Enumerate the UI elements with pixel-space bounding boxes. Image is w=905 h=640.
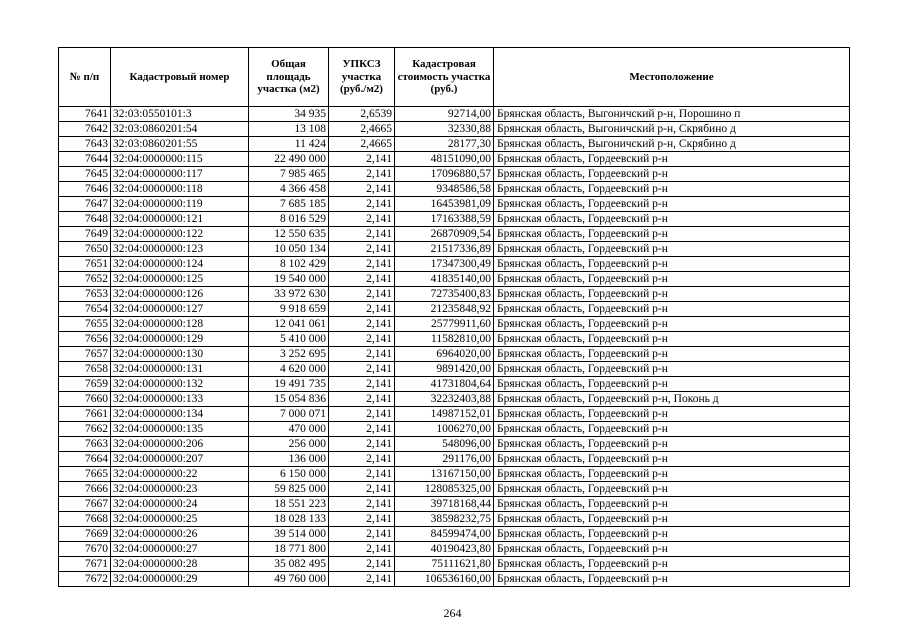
table-header-row: [59, 48, 850, 107]
cell-cadastral-number: 32:04:0000000:134: [111, 407, 249, 422]
cell-location: Брянская область, Выгоничский р-н, Скрябино д: [494, 137, 850, 152]
cell-area: 470 000: [249, 422, 329, 437]
cell-cadastral-number: 32:04:0000000:26: [111, 527, 249, 542]
table-row: [59, 257, 850, 272]
table-row: [59, 467, 850, 482]
cell-num: 7649: [59, 227, 111, 242]
cell-cost: 548096,00: [395, 437, 494, 452]
table-row: [59, 167, 850, 182]
table-row: [59, 227, 850, 242]
cell-cadastral-number: 32:04:0000000:28: [111, 557, 249, 572]
cell-cost: 41731804,64: [395, 377, 494, 392]
table-row: [59, 527, 850, 542]
table-row: [59, 317, 850, 332]
cell-upksz: 2,141: [329, 512, 395, 527]
cell-location: Брянская область, Гордеевский р-н: [494, 512, 850, 527]
cell-cadastral-number: 32:04:0000000:126: [111, 287, 249, 302]
cell-cost: 75111621,80: [395, 557, 494, 572]
cell-location: Брянская область, Гордеевский р-н: [494, 272, 850, 287]
cell-num: 7661: [59, 407, 111, 422]
table-row: [59, 302, 850, 317]
cell-cadastral-number: 32:04:0000000:135: [111, 422, 249, 437]
cell-location: Брянская область, Гордеевский р-н: [494, 212, 850, 227]
cell-upksz: 2,141: [329, 542, 395, 557]
cell-area: 18 771 800: [249, 542, 329, 557]
cell-num: 7667: [59, 497, 111, 512]
cell-cost: 9891420,00: [395, 362, 494, 377]
cell-location: Брянская область, Гордеевский р-н: [494, 572, 850, 587]
cell-upksz: 2,4665: [329, 137, 395, 152]
cell-cost: 26870909,54: [395, 227, 494, 242]
cell-upksz: 2,141: [329, 332, 395, 347]
cell-upksz: 2,141: [329, 437, 395, 452]
cell-area: 11 424: [249, 137, 329, 152]
table-row: [59, 542, 850, 557]
cell-num: 7643: [59, 137, 111, 152]
cell-cost: 128085325,00: [395, 482, 494, 497]
cell-num: 7659: [59, 377, 111, 392]
cell-num: 7658: [59, 362, 111, 377]
cell-upksz: 2,141: [329, 272, 395, 287]
cell-cost: 17347300,49: [395, 257, 494, 272]
table-row: [59, 437, 850, 452]
cell-upksz: 2,141: [329, 572, 395, 587]
cell-location: Брянская область, Гордеевский р-н: [494, 167, 850, 182]
cell-location: Брянская область, Гордеевский р-н: [494, 302, 850, 317]
cell-area: 6 150 000: [249, 467, 329, 482]
table-row: [59, 242, 850, 257]
cell-area: 33 972 630: [249, 287, 329, 302]
cell-num: 7644: [59, 152, 111, 167]
cell-cadastral-number: 32:04:0000000:129: [111, 332, 249, 347]
cell-cadastral-number: 32:04:0000000:131: [111, 362, 249, 377]
cell-cost: 92714,00: [395, 107, 494, 122]
cell-location: Брянская область, Гордеевский р-н: [494, 467, 850, 482]
cell-area: 12 041 061: [249, 317, 329, 332]
cell-upksz: 2,141: [329, 317, 395, 332]
cell-area: 15 054 836: [249, 392, 329, 407]
cell-area: 4 620 000: [249, 362, 329, 377]
cell-upksz: 2,6539: [329, 107, 395, 122]
cell-num: 7641: [59, 107, 111, 122]
cell-upksz: 2,141: [329, 527, 395, 542]
cell-location: Брянская область, Гордеевский р-н: [494, 332, 850, 347]
cell-location: Брянская область, Гордеевский р-н: [494, 437, 850, 452]
table-row: [59, 362, 850, 377]
cell-cost: 84599474,00: [395, 527, 494, 542]
cell-area: 18 028 133: [249, 512, 329, 527]
cell-area: 9 918 659: [249, 302, 329, 317]
cell-area: 39 514 000: [249, 527, 329, 542]
cell-upksz: 2,141: [329, 482, 395, 497]
cell-area: 7 000 071: [249, 407, 329, 422]
cell-upksz: 2,141: [329, 197, 395, 212]
cell-location: Брянская область, Гордеевский р-н: [494, 482, 850, 497]
cell-location: Брянская область, Гордеевский р-н: [494, 377, 850, 392]
cell-cadastral-number: 32:04:0000000:119: [111, 197, 249, 212]
cell-num: 7657: [59, 347, 111, 362]
cell-area: 49 760 000: [249, 572, 329, 587]
table-row: [59, 107, 850, 122]
cell-cadastral-number: 32:04:0000000:122: [111, 227, 249, 242]
table-row: [59, 452, 850, 467]
table-row: [59, 422, 850, 437]
cell-num: 7670: [59, 542, 111, 557]
page-number: 264: [443, 606, 462, 620]
cell-location: Брянская область, Гордеевский р-н: [494, 407, 850, 422]
cell-location: Брянская область, Гордеевский р-н: [494, 452, 850, 467]
cell-location: Брянская область, Выгоничский р-н, Порошино п: [494, 107, 850, 122]
cell-cost: 25779911,60: [395, 317, 494, 332]
table-row: [59, 197, 850, 212]
cell-cadastral-number: 32:04:0000000:27: [111, 542, 249, 557]
cell-cost: 21235848,92: [395, 302, 494, 317]
cell-upksz: 2,141: [329, 302, 395, 317]
cell-cadastral-number: 32:04:0000000:121: [111, 212, 249, 227]
table-row: [59, 407, 850, 422]
cell-num: 7668: [59, 512, 111, 527]
table-row: [59, 332, 850, 347]
cell-location: Брянская область, Гордеевский р-н: [494, 242, 850, 257]
cell-location: Брянская область, Выгоничский р-н, Скрябино д: [494, 122, 850, 137]
cell-num: 7656: [59, 332, 111, 347]
cell-location: Брянская область, Гордеевский р-н: [494, 422, 850, 437]
cell-cadastral-number: 32:04:0000000:117: [111, 167, 249, 182]
cell-cadastral-number: 32:04:0000000:207: [111, 452, 249, 467]
cell-area: 35 082 495: [249, 557, 329, 572]
cell-location: Брянская область, Гордеевский р-н: [494, 362, 850, 377]
cell-cost: 17163388,59: [395, 212, 494, 227]
cell-cadastral-number: 32:04:0000000:127: [111, 302, 249, 317]
cell-num: 7664: [59, 452, 111, 467]
cell-cadastral-number: 32:04:0000000:130: [111, 347, 249, 362]
cell-area: 7 685 185: [249, 197, 329, 212]
cell-upksz: 2,141: [329, 467, 395, 482]
cell-upksz: 2,141: [329, 167, 395, 182]
table-row: [59, 287, 850, 302]
cell-num: 7662: [59, 422, 111, 437]
cell-cadastral-number: 32:04:0000000:128: [111, 317, 249, 332]
header-cost: Кадастровая стоимость участка (руб.): [395, 48, 494, 107]
cell-location: Брянская область, Гордеевский р-н: [494, 317, 850, 332]
cell-cadastral-number: 32:04:0000000:132: [111, 377, 249, 392]
cell-num: 7665: [59, 467, 111, 482]
table-row: [59, 512, 850, 527]
cell-cost: 40190423,80: [395, 542, 494, 557]
cell-upksz: 2,141: [329, 182, 395, 197]
cell-upksz: 2,141: [329, 407, 395, 422]
cell-location: Брянская область, Гордеевский р-н: [494, 347, 850, 362]
cell-area: 4 366 458: [249, 182, 329, 197]
cell-area: 10 050 134: [249, 242, 329, 257]
cell-area: 12 550 635: [249, 227, 329, 242]
cell-cost: 32330,88: [395, 122, 494, 137]
cell-num: 7645: [59, 167, 111, 182]
cell-num: 7648: [59, 212, 111, 227]
cell-num: 7652: [59, 272, 111, 287]
cell-area: 34 935: [249, 107, 329, 122]
cell-cadastral-number: 32:04:0000000:118: [111, 182, 249, 197]
header-cadastral-number: Кадастровый номер: [111, 48, 249, 107]
cell-num: 7663: [59, 437, 111, 452]
cell-cost: 9348586,58: [395, 182, 494, 197]
cell-location: Брянская область, Гордеевский р-н: [494, 152, 850, 167]
cell-area: 256 000: [249, 437, 329, 452]
cell-area: 7 985 465: [249, 167, 329, 182]
header-area: Общая площадь участка (м2): [249, 48, 329, 107]
cell-cadastral-number: 32:04:0000000:23: [111, 482, 249, 497]
cell-cost: 21517336,89: [395, 242, 494, 257]
cell-location: Брянская область, Гордеевский р-н, Поконь д: [494, 392, 850, 407]
cell-area: 136 000: [249, 452, 329, 467]
cell-upksz: 2,141: [329, 362, 395, 377]
table-row: [59, 392, 850, 407]
cell-num: 7647: [59, 197, 111, 212]
table-row: [59, 347, 850, 362]
cell-cadastral-number: 32:03:0550101:3: [111, 107, 249, 122]
cell-num: 7653: [59, 287, 111, 302]
cell-cadastral-number: 32:04:0000000:115: [111, 152, 249, 167]
cell-location: Брянская область, Гордеевский р-н: [494, 287, 850, 302]
cell-upksz: 2,141: [329, 347, 395, 362]
cell-area: 18 551 223: [249, 497, 329, 512]
cell-cadastral-number: 32:04:0000000:25: [111, 512, 249, 527]
cell-cost: 72735400,83: [395, 287, 494, 302]
cell-cadastral-number: 32:04:0000000:133: [111, 392, 249, 407]
cell-cost: 41835140,00: [395, 272, 494, 287]
cell-area: 59 825 000: [249, 482, 329, 497]
cell-cost: 106536160,00: [395, 572, 494, 587]
cell-area: 3 252 695: [249, 347, 329, 362]
cell-upksz: 2,141: [329, 212, 395, 227]
table-row: [59, 212, 850, 227]
cell-area: 5 410 000: [249, 332, 329, 347]
cell-cost: 14987152,01: [395, 407, 494, 422]
cell-cost: 11582810,00: [395, 332, 494, 347]
cell-cost: 32232403,88: [395, 392, 494, 407]
table-row: [59, 272, 850, 287]
cell-location: Брянская область, Гордеевский р-н: [494, 182, 850, 197]
cell-cost: 17096880,57: [395, 167, 494, 182]
cell-num: 7642: [59, 122, 111, 137]
cell-num: 7651: [59, 257, 111, 272]
cell-cost: 1006270,00: [395, 422, 494, 437]
cell-cost: 6964020,00: [395, 347, 494, 362]
cell-num: 7654: [59, 302, 111, 317]
cell-num: 7646: [59, 182, 111, 197]
cell-upksz: 2,141: [329, 227, 395, 242]
cell-cadastral-number: 32:03:0860201:54: [111, 122, 249, 137]
cell-cost: 48151090,00: [395, 152, 494, 167]
cell-upksz: 2,141: [329, 242, 395, 257]
cell-upksz: 2,141: [329, 152, 395, 167]
cell-upksz: 2,141: [329, 392, 395, 407]
table-row: [59, 122, 850, 137]
cell-location: Брянская область, Гордеевский р-н: [494, 497, 850, 512]
cell-area: 19 540 000: [249, 272, 329, 287]
table-row: [59, 152, 850, 167]
cell-num: 7671: [59, 557, 111, 572]
cell-cadastral-number: 32:04:0000000:206: [111, 437, 249, 452]
cell-area: 22 490 000: [249, 152, 329, 167]
cell-upksz: 2,4665: [329, 122, 395, 137]
table-row: [59, 377, 850, 392]
header-num: № п/п: [59, 48, 111, 107]
cell-cost: 39718168,44: [395, 497, 494, 512]
cell-cadastral-number: 32:04:0000000:124: [111, 257, 249, 272]
cell-area: 19 491 735: [249, 377, 329, 392]
cell-num: 7660: [59, 392, 111, 407]
cell-cadastral-number: 32:04:0000000:22: [111, 467, 249, 482]
cell-cost: 291176,00: [395, 452, 494, 467]
cell-upksz: 2,141: [329, 497, 395, 512]
cell-upksz: 2,141: [329, 452, 395, 467]
table-row: [59, 137, 850, 152]
cell-area: 8 016 529: [249, 212, 329, 227]
cell-cadastral-number: 32:04:0000000:24: [111, 497, 249, 512]
table-row: [59, 557, 850, 572]
cell-cadastral-number: 32:04:0000000:125: [111, 272, 249, 287]
cell-upksz: 2,141: [329, 287, 395, 302]
cell-num: 7672: [59, 572, 111, 587]
cell-cadastral-number: 32:03:0860201:55: [111, 137, 249, 152]
cell-location: Брянская область, Гордеевский р-н: [494, 557, 850, 572]
cell-location: Брянская область, Гордеевский р-н: [494, 527, 850, 542]
cell-cadastral-number: 32:04:0000000:123: [111, 242, 249, 257]
cell-location: Брянская область, Гордеевский р-н: [494, 257, 850, 272]
cell-location: Брянская область, Гордеевский р-н: [494, 542, 850, 557]
header-upksz: УПКСЗ участка (руб./м2): [329, 48, 395, 107]
cell-area: 13 108: [249, 122, 329, 137]
cell-cadastral-number: 32:04:0000000:29: [111, 572, 249, 587]
cell-upksz: 2,141: [329, 557, 395, 572]
cell-num: 7655: [59, 317, 111, 332]
cadastral-table: [58, 47, 850, 587]
cell-location: Брянская область, Гордеевский р-н: [494, 197, 850, 212]
table-row: [59, 497, 850, 512]
table-row: [59, 482, 850, 497]
cell-cost: 38598232,75: [395, 512, 494, 527]
table-row: [59, 182, 850, 197]
cell-num: 7666: [59, 482, 111, 497]
cell-num: 7669: [59, 527, 111, 542]
header-location: Местоположение: [494, 48, 850, 107]
table-row: [59, 572, 850, 587]
cell-upksz: 2,141: [329, 422, 395, 437]
cell-num: 7650: [59, 242, 111, 257]
cell-area: 8 102 429: [249, 257, 329, 272]
cell-location: Брянская область, Гордеевский р-н: [494, 227, 850, 242]
cell-cost: 28177,30: [395, 137, 494, 152]
cell-cost: 13167150,00: [395, 467, 494, 482]
cell-upksz: 2,141: [329, 377, 395, 392]
cell-upksz: 2,141: [329, 257, 395, 272]
cell-cost: 16453981,09: [395, 197, 494, 212]
